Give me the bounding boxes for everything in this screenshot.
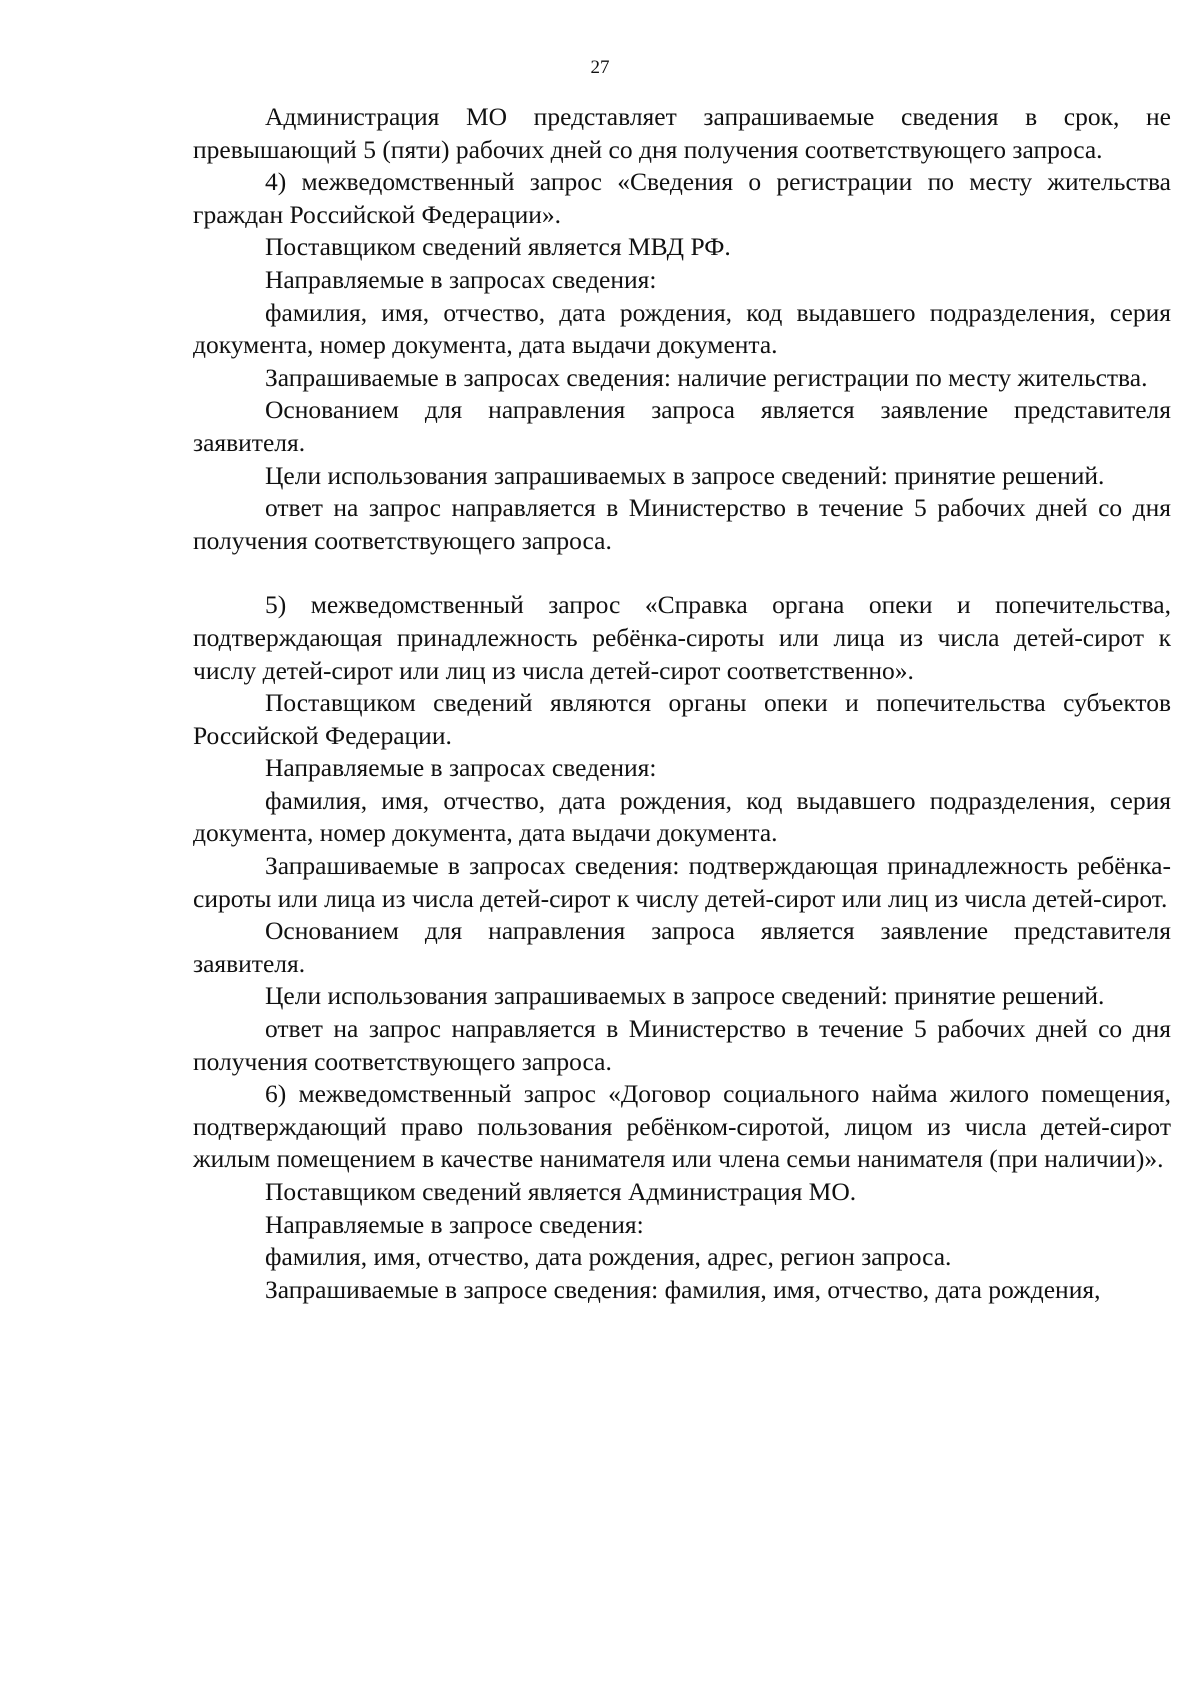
paragraph-request-5-basis: Основанием для направления запроса является заявление представителя заявителя. bbox=[193, 916, 1171, 978]
paragraph-request-6-sent-fields: фамилия, имя, отчество, дата рождения, адрес, регион запроса. bbox=[265, 1242, 952, 1272]
paragraph-request-4-sent-fields: фамилия, имя, отчество, дата рождения, код выдавшего подразделения, серия документа, номер документа, дата выдачи документа. bbox=[193, 297, 1171, 360]
paragraph-request-4-title: 4) межведомственный запрос «Сведения о регистрации по месту жительства граждан Российской Федерации». bbox=[193, 167, 1171, 229]
paragraph-request-6-provider: Поставщиком сведений является Администрация МО. bbox=[265, 1177, 857, 1206]
paragraph-request-4-basis: Основанием для направления запроса является заявление представителя заявителя. bbox=[193, 395, 1171, 457]
paragraph-request-5-purpose: Цели использования запрашиваемых в запросе сведений: принятие решений. bbox=[265, 981, 1105, 1011]
document-body bbox=[193, 101, 1171, 1306]
paragraph-request-4-response: ответ на запрос направляется в Министерство в течение 5 рабочих дней со дня получения соответствующего запроса. bbox=[193, 493, 1171, 555]
paragraph-request-5-sent-heading: Направляемые в запросах сведения: bbox=[265, 753, 657, 783]
page-number: 27 bbox=[590, 57, 610, 78]
paragraph-request-4-requested: Запрашиваемые в запросах сведения: наличие регистрации по месту жительства. bbox=[265, 362, 1148, 392]
paragraph-request-5-sent-fields: фамилия, имя, отчество, дата рождения, код выдавшего подразделения, серия документа, номер документа, дата выдачи документа. bbox=[193, 785, 1171, 848]
paragraph-request-5-provider: Поставщиком сведений являются органы опеки и попечительства субъектов Российской Федерации. bbox=[193, 688, 1171, 750]
paragraph-request-5-title: 5) межведомственный запрос «Справка органа опеки и попечительства, подтверждающая принадлежность ребёнка-сироты или лица из числа детей-сирот к числу детей-сирот или лиц из числа детей-сирот соответственно». bbox=[193, 590, 1171, 685]
paragraph-request-4-sent-heading: Направляемые в запросах сведения: bbox=[265, 264, 657, 294]
paragraph-request-5-response: ответ на запрос направляется в Министерство в течение 5 рабочих дней со дня получения соответствующего запроса. bbox=[193, 1014, 1171, 1076]
paragraph-request-4-provider: Поставщиком сведений является МВД РФ. bbox=[265, 232, 731, 262]
paragraph-request-6-title: 6) межведомственный запрос «Договор социального найма жилого помещения, подтверждающий право пользования ребёнком-сиротой, лицом из числа детей-сирот жилым помещением в качестве нанимателя или члена семьи нанимателя (при наличии)». bbox=[193, 1079, 1171, 1174]
paragraph-request-4-purpose: Цели использования запрашиваемых в запросе сведений: принятие решений. bbox=[265, 460, 1105, 490]
paragraph-admin-deadline: Администрация МО представляет запрашиваемые сведения в срок, не превышающий 5 (пяти) рабочих дней со дня получения соответствующего запроса. bbox=[193, 102, 1171, 164]
paragraph-request-6-requested: Запрашиваемые в запросе сведения: фамилия, имя, отчество, дата рождения, bbox=[265, 1274, 1101, 1304]
paragraph-request-6-sent-heading: Направляемые в запросе сведения: bbox=[265, 1209, 644, 1239]
paragraph-request-5-requested: Запрашиваемые в запросах сведения: подтверждающая принадлежность ребёнка-сироты или лица из числа детей-сирот к числу детей-сирот или лиц из числа детей-сирот. bbox=[193, 851, 1171, 913]
